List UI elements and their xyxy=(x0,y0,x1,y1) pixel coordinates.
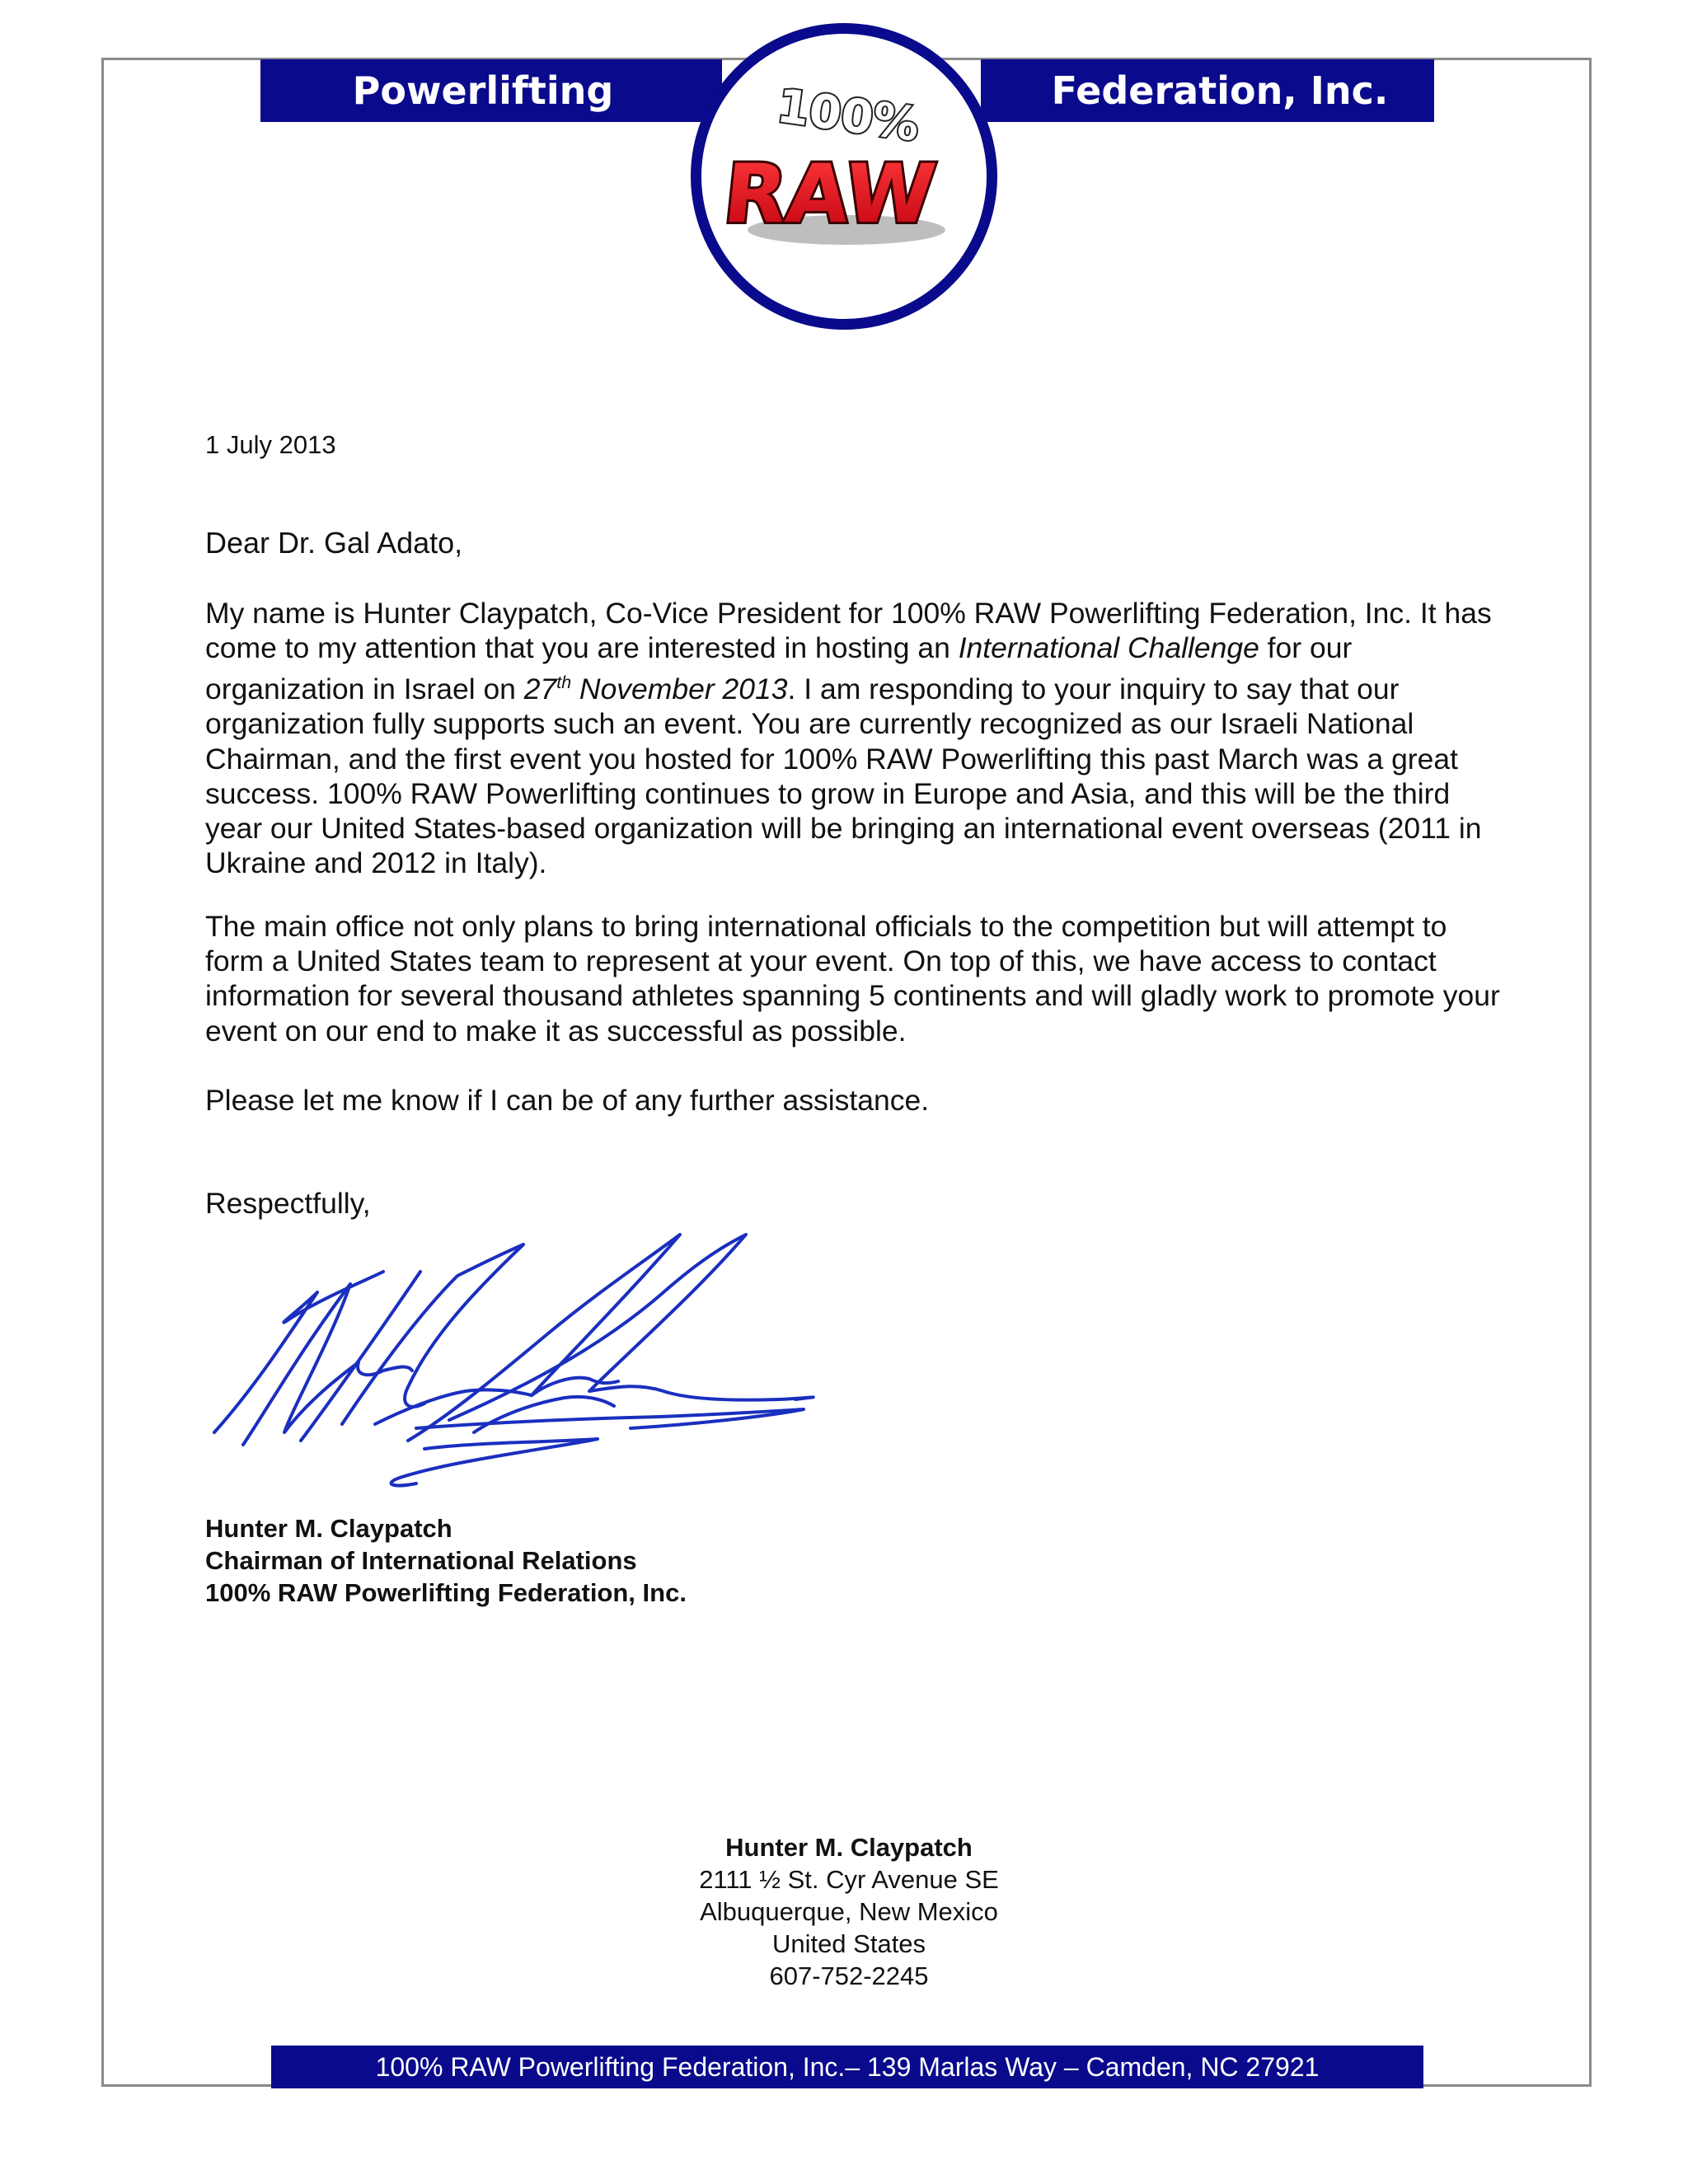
letter-date: 1 July 2013 xyxy=(205,430,336,459)
salutation: Dear Dr. Gal Adato, xyxy=(205,526,463,560)
signature-block xyxy=(205,1512,687,1609)
paragraph-1: My name is Hunter Claypatch, Co-Vice President for 100% RAW Powerlifting Federation, Inc. It has come to my attention that you are interested in hosting an International Challenge for our organization in Israel on 27th November 2013. I am responding to your inquiry to say that our organization fully supports such an event. You are currently recognized as our Israeli National Chairman, and the first event you hosted for 100% RAW Powerlifting this past March was a great success. 100% RAW Powerlifting continues to grow in Europe and Asia, and this will be the third year our United States-based organization will be bringing an international event overseas (2011 in Ukraine and 2012 in Italy). xyxy=(205,597,1492,880)
event-name: International Challenge xyxy=(958,631,1259,665)
page-border xyxy=(101,58,1592,2087)
footer-banner xyxy=(271,2046,1423,2088)
address-city: Albuquerque, New Mexico xyxy=(700,1897,998,1926)
closing: Respectfully, xyxy=(205,1187,371,1220)
address-street: 2111 ½ St. Cyr Avenue SE xyxy=(699,1865,999,1894)
signer-name: Hunter M. Claypatch xyxy=(205,1514,452,1543)
raw-logo-icon xyxy=(701,34,987,319)
signer-title: Chairman of International Relations xyxy=(205,1546,637,1575)
logo-100-percent: 100% xyxy=(773,79,923,152)
signer-organization: 100% RAW Powerlifting Federation, Inc. xyxy=(205,1578,687,1607)
header-banner-left xyxy=(260,59,722,122)
logo-raw: RAW xyxy=(720,148,940,241)
event-date: 27th November 2013 xyxy=(523,673,788,706)
address-phone: 607-752-2245 xyxy=(769,1961,929,1990)
paragraph-3: Please let me know if I can be of any further assistance. xyxy=(205,1084,930,1117)
header-banner-right xyxy=(981,59,1434,122)
address-block xyxy=(560,1831,1137,1992)
header-right-text: Federation, Inc. xyxy=(1051,68,1389,113)
address-country: United States xyxy=(771,1929,926,1958)
header-left-text: Powerlifting xyxy=(352,68,614,113)
footer-text: 100% RAW Powerlifting Federation, Inc.– 139 Marlas Way – Camden, NC 27921 xyxy=(375,2051,1320,2082)
paragraph-2: The main office not only plans to bring international officials to the competition but will attempt to form a United States team to represent at your event. On top of this, we have access to contact information for several thousand athletes spanning 5 continents and will gladly work to promote your event on our end to make it as successful as possible. xyxy=(205,910,1500,1047)
raw-logo-seal xyxy=(691,23,997,330)
address-name: Hunter M. Claypatch xyxy=(725,1833,973,1862)
handwritten-signature xyxy=(202,1226,861,1507)
